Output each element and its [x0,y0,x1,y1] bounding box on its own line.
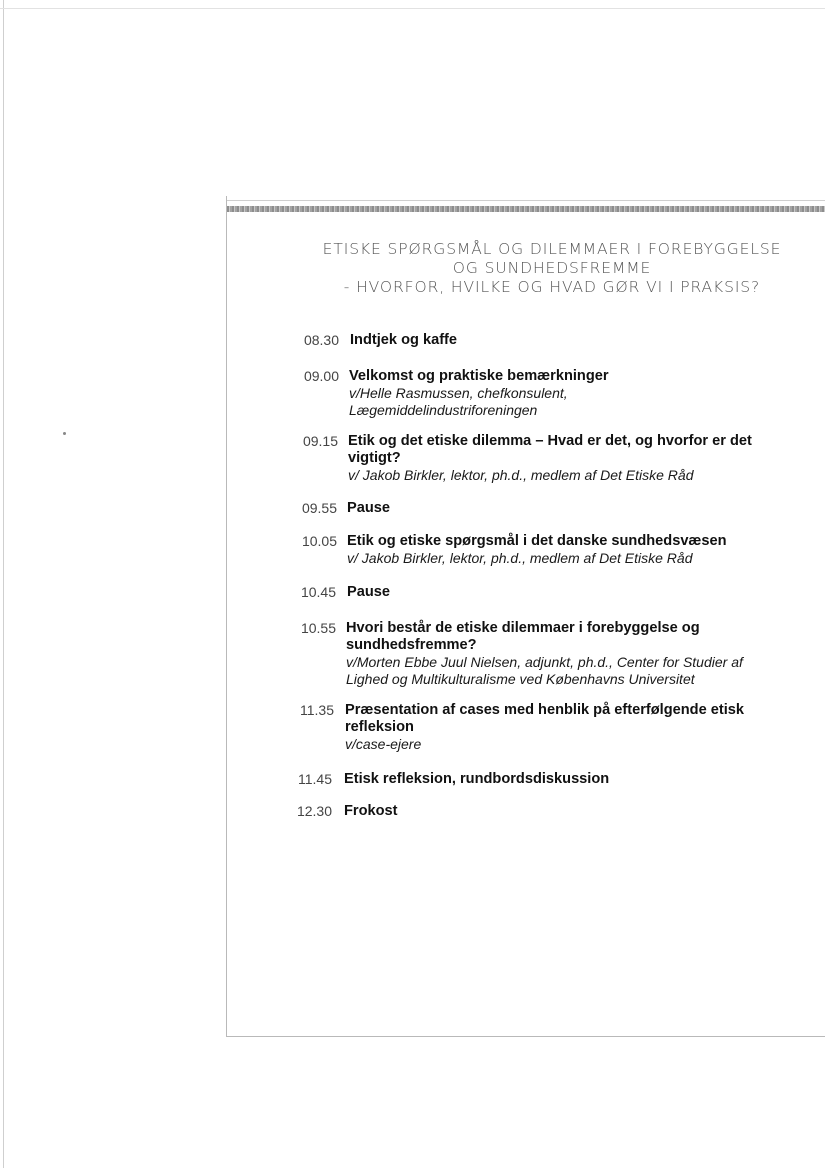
item-time: 10.45 [300,584,336,600]
item-title: Etik og det etiske dilemma – Hvad er det, og hvorfor er det vigtigt? [348,433,752,466]
item-time: 10.05 [301,533,337,549]
program-sheet [226,196,825,1037]
item-time: 10.55 [300,620,336,636]
item-title: Indtjek og kaffe [350,332,458,348]
item-title: Etisk refleksion, rundbordsdiskussion [344,771,610,787]
sheet-top-strip [227,206,825,212]
scan-speck [63,432,66,435]
item-time: 12.30 [296,803,332,819]
item-speaker: v/case-ejere [345,736,422,752]
item-title: Etik og etiske spørgsmål i det danske sundhedsvæsen [347,533,727,549]
item-speaker: v/ Jakob Birkler, lektor, ph.d., medlem af Det Etiske Råd [348,467,694,483]
title-line-2: OG SUNDHEDSFREMME [452,259,652,277]
title-line-3: - HVORFOR, HVILKE OG HVAD GØR VI I PRAKSIS? [343,278,761,296]
item-title: Frokost [344,803,398,819]
item-time: 11.35 [300,702,334,718]
item-speaker: v/Morten Ebbe Juul Nielsen, adjunkt, ph.d., Center for Studier af Lighed og Multikulturalisme ved Københavns Universitet [346,654,743,687]
item-title: Pause [347,584,390,600]
item-speaker: v/Helle Rasmussen, chefkonsulent, Lægemiddelindustriforeningen [349,385,568,418]
item-time: 08.30 [303,332,339,348]
item-title: Præsentation af cases med henblik på efterfølgende etisk refleksion [345,702,745,735]
scan-top-edge [0,8,825,9]
item-time: 09.00 [303,368,339,384]
item-time: 09.55 [301,500,337,516]
scan-left-edge [3,0,4,1168]
item-title: Velkomst og praktiske bemærkninger [349,368,609,384]
item-time: 09.15 [302,433,338,449]
sheet-top-hairline [227,200,825,201]
item-title: Pause [347,500,390,516]
item-title: Hvori består de etiske dilemmaer i forebyggelse og sundhedsfremme? [346,620,700,653]
item-speaker: v/ Jakob Birkler, lektor, ph.d., medlem af Det Etiske Råd [347,550,693,566]
program-title [287,240,817,297]
title-line-1: ETISKE SPØRGSMÅL OG DILEMMAER I FOREBYGGELSE [322,240,782,258]
item-time: 11.45 [298,771,332,787]
